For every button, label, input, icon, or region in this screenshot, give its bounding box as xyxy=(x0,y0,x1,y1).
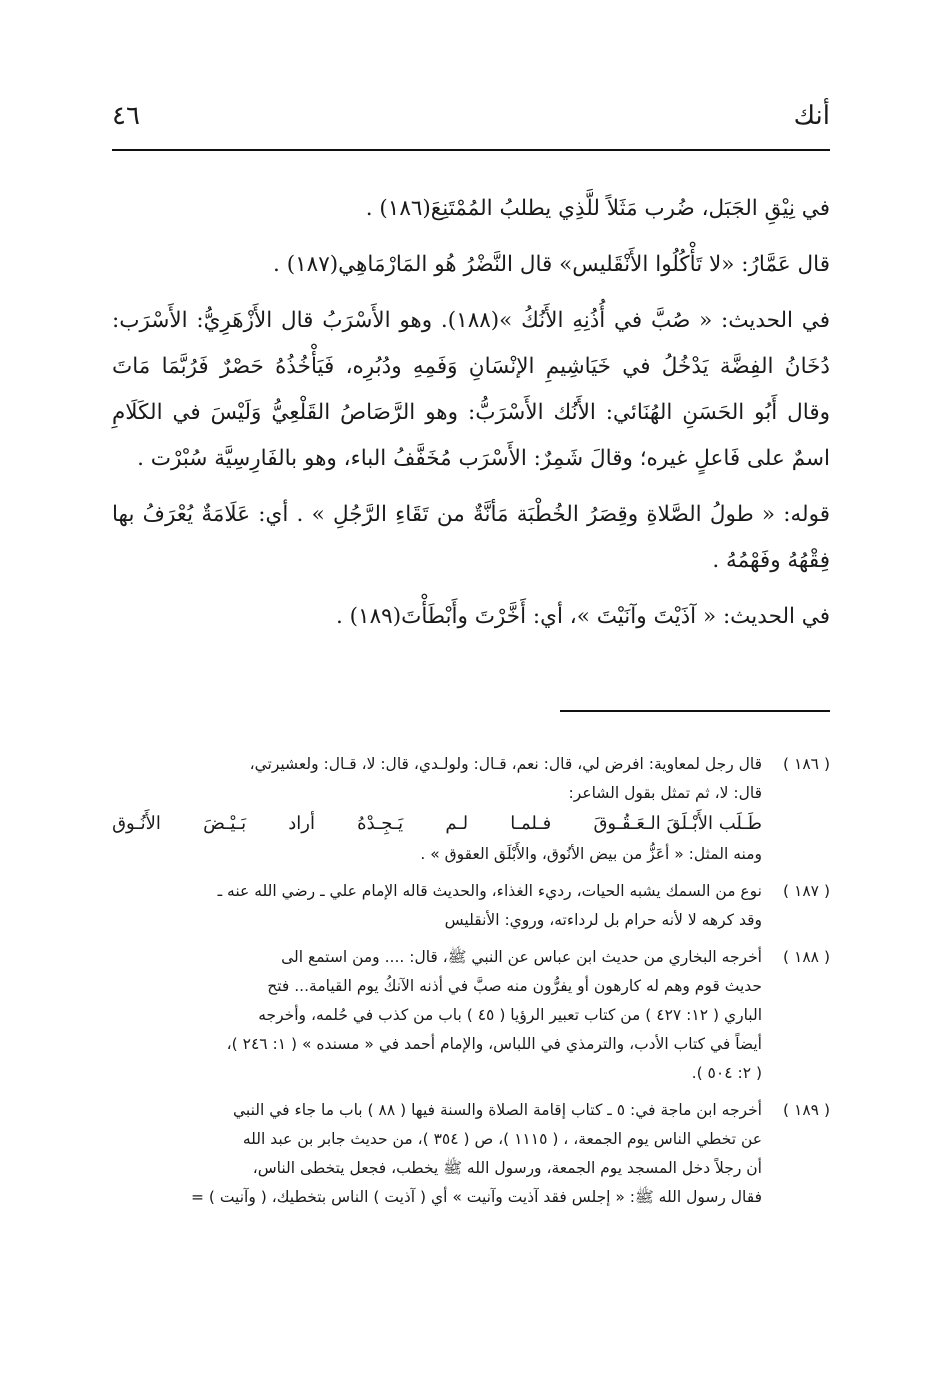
verse-word: يَـجِـدْهُ xyxy=(357,813,404,834)
footnote-text xyxy=(112,877,762,935)
footnote-line: نوع من السمك يشبه الحيات، رديء الغذاء، والحديث قاله الإمام علي ـ رضي الله عنه ـ xyxy=(217,882,762,900)
footnote-number: ( ١٨٩ ) xyxy=(783,1101,830,1119)
verse-word: الأَنُـوق xyxy=(112,813,161,834)
verse-word: طَـلَب الأَبْـلَقَ الـعَـقُـوقَ xyxy=(593,813,762,834)
header-title: أنك xyxy=(793,101,830,131)
footnote-line: أن رجلاً دخل المسجد يوم الجمعة، ورسول الله ﷺ يخطب، فجعل يتخطى الناس، xyxy=(252,1159,762,1177)
footnote-number: ( ١٨٨ ) xyxy=(783,948,830,966)
footnote-text xyxy=(112,1096,762,1212)
footnote-text xyxy=(112,943,762,1088)
page-header xyxy=(112,94,830,138)
footnote-188 xyxy=(112,943,830,1088)
footnote-line: حديث قوم وهم له كارهون أو يفرُّون منه صبَّ في أذنه الآنكُ يوم القيامة... فتح xyxy=(267,977,762,995)
footnote-line: أخرجه البخاري من حديث ابن عباس عن النبي ﷺ، قال: .... ومن استمع الى xyxy=(281,948,762,966)
footnote-number: ( ١٨٧ ) xyxy=(783,882,830,900)
footnote-187 xyxy=(112,877,830,935)
footnote-line: ( ٢: ٥٠٤ ). xyxy=(691,1064,762,1082)
footnote-line: وقد كرهه لا لأنه حرام بل لرداءته، وروي: الأنقليس xyxy=(444,911,762,929)
poem-verse xyxy=(112,808,762,840)
footnote-line: قال رجل لمعاوية: افرض لي، قال: نعم، قـال: ولولـدي، قال: لا، قـال: ولعشيرتي، xyxy=(249,755,762,773)
footnote-line: أيضاً في كتاب الأدب، والترمذي في اللباس، والإمام أحمد في « مسنده » ( ١: ٢٤٦ )، xyxy=(226,1035,762,1053)
footnote-line: ومنه المثل: « أعَزُّ من بيض الأنُوق، والأَبْلَق العقوق » . xyxy=(420,845,762,863)
verse-word: أراد xyxy=(288,813,315,834)
footnotes xyxy=(112,750,830,1220)
paragraph: قوله: « طولُ الصَّلاةِ وقِصَرُ الخُطْبَة مَأنَّةٌ من تَقَاءِ الرَّجُلِ » . أي: عَلَامَةٌ يُعْرَفُ بها فِقْهُهُ وفَهْمُهُ . xyxy=(112,502,830,573)
footnote-line: أخرجه ابن ماجة في: ٥ ـ كتاب إقامة الصلاة والسنة فيها ( ٨٨ ) باب ما جاء في النبي xyxy=(233,1101,762,1119)
footnote-divider xyxy=(560,710,830,712)
footnote-line: قال: لا، ثم تمثل بقول الشاعر: xyxy=(568,784,762,802)
paragraph: في الحديث: « آذَيْتَ وآنَيْتَ »، أي: أَخَّرْتَ وأَبْطَأْتَ(١٨٩) . xyxy=(335,604,830,629)
verse-word: بَـيْـضَ xyxy=(203,813,247,834)
footnote-line: فقال رسول الله ﷺ: « إجلس فقد آذيت وآنيت » أي ( آذيت ) الناس بتخطيك، ( وآنيت ) = xyxy=(190,1188,762,1206)
header-divider xyxy=(112,149,830,151)
footnote-line: الباري ( ١٢: ٤٢٧ ) من كتاب تعبير الرؤيا ( ٤٥ ) باب من كذب في حُلمه، وأخرجه xyxy=(258,1006,762,1024)
footnote-186 xyxy=(112,750,830,869)
paragraph: في نِيْقِ الجَبَل، ضُرب مَثَلاً للَّذِي يطلبُ المُمْتَنِعَ(١٨٦) . xyxy=(365,196,830,221)
page-number: ٤٦ xyxy=(112,101,140,131)
main-text xyxy=(112,186,830,650)
footnote-text xyxy=(112,750,762,869)
footnote-number: ( ١٨٦ ) xyxy=(783,755,830,773)
paragraph: قال عَمَّارُ: «لا تَأْكُلُوا الأَنْقَليس» قال النَّضْرُ هُو المَارْمَاهِي(١٨٧) . xyxy=(273,252,830,277)
footnote-189 xyxy=(112,1096,830,1212)
verse-word: لـم xyxy=(445,813,469,834)
footnote-line: عن تخطي الناس يوم الجمعة، ، ( ١١١٥ )، ص ( ٣٥٤ )، من حديث جابر بن عبد الله xyxy=(242,1130,762,1148)
verse-word: فـلمـا xyxy=(510,813,552,834)
paragraph: في الحديث: « صُبَّ في أُذُنِهِ الأَنُكُ »(١٨٨). وهو الأَسْرَبُ قال الأَزْهَرِيُّ: الأَسْرَب: دُخَانُ الفِضَّة يَدْخُلُ في خَيَاشِيمِ الإنْسَانِ وَفَمِهِ ودُبُرِه، فَيَأْخُذُهُ حَصْرٌ فَرُبَّمَا مَاتَ وقال أَبُو الحَسَنِ الهُنَائي: الأَنُك الأَسْرَبُّ: وهو الرَّصَاصُ القَلْعِيُّ وَلَيْسَ في الكَلَامِ اسمٌ على فَاعلٍ غيره؛ وقالَ شَمِرٌ: الأَسْرَب مُخَفَّفُ الباء، وهو بالفَارِسِيَّة سُبْرْت . xyxy=(112,308,830,471)
